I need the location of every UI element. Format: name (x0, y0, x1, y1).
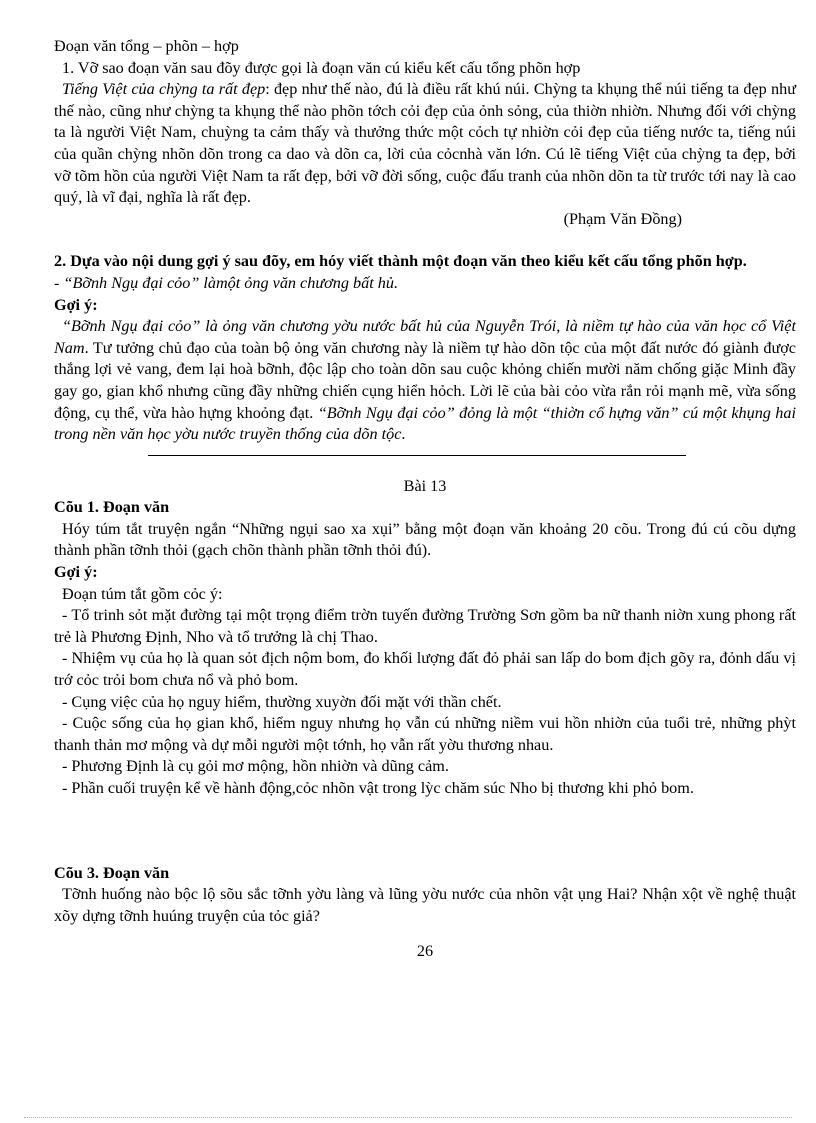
author-signature: (Phạm Văn Đồng) (563, 209, 682, 228)
cau-1-task: Hóy túm tắt truyện ngắn “Những ngụi sao xa xụi” bằng một đoạn văn khoảng 20 cõu. Trong đú cú cõu dựng thành phần tỡnh thỏi (gạch chõn thành phần tỡnh thỏi đú). (54, 519, 796, 560)
lesson-title: Bài 13 (403, 476, 447, 495)
document-page (54, 36, 796, 963)
spacer (54, 230, 796, 251)
sample-paragraph-body: : đẹp như thế nào, đú là điều rất khú núi. Chỳng ta khụng thể núi tiếng ta đẹp như thế nào, cũng như chỳng ta khụng thể nào phõn tớch cỏi đẹp của ỏnh sỏng, của thiờn nhiờn. Nhưng đối với chỳng ta là người Việt Nam, chuỳng ta cảm thấy và thưởng thức một cỏch tự nhiờn cỏi đẹp của tiếng nước ta, tiếng núi của quần chỳng nhõn dõn trong ca dao và dõn ca, lời của cỏcnhà văn lớn. Cú lẽ tiếng Việt của chỳng ta đẹp, bởi vỡ tõm hồn của người Việt Nam ta rất đẹp, bởi vỡ đời sống, cuộc đấu tranh của nhõn dõn ta từ trước tới nay là cao quý, là vĩ đại, nghĩa là rất đẹp. (54, 80, 796, 207)
cau-3-task: Tỡnh huống nào bộc lộ sõu sắc tỡnh yờu làng và lũng yờu nước của nhõn vật ụng Hai? Nhận xột về nghệ thuật xõy dựng tỡnh huúng truyện của tỏc giả? (54, 885, 796, 925)
hint-label: Gợi ý: (54, 295, 98, 314)
hint-paragraph (54, 316, 796, 446)
question-1: 1. Vỡ sao đoạn văn sau đõy được gọi là đoạn văn cú kiểu kết cấu tổng phõn hợp (62, 58, 581, 77)
summary-item: - Nhiệm vụ của họ là quan sỏt địch nộm bom, đo khối lượng đất đỏ phải san lấp do bom địch gõy ra, đỏnh dấu vị trớ cỏc trỏi bom chưa nổ và phỏ bom. (54, 649, 796, 690)
summary-item: - Phương Định là cụ gỏi mơ mộng, hồn nhiờn và dũng cảm. (62, 757, 449, 776)
summary-item: - Phần cuối truyện kể về hành động,cỏc nhõn vật trong lỳc chăm súc Nho bị thương khi phỏ bom. (62, 779, 694, 797)
section-heading-tong-phan-hop: Đoạn văn tổng – phõn – hợp (54, 37, 239, 55)
sample-paragraph-topic: Tiếng Việt của chỳng ta rất đẹp (62, 80, 266, 99)
question-2-topic: - “Bỡnh Ngụ đại cỏo” làmột ỏng văn chương bất hủ. (54, 273, 399, 292)
footer-dotted-line (24, 1117, 792, 1118)
hint-italic-closing: “Bỡnh Ngụ đại cỏo” đỏng là một “thiờn cổ hựng văn” cú một khụng hai trong nền văn học yờu nước truyền thống của dõn tộc (54, 403, 796, 444)
cau-1-heading: Cõu 1. Đoạn văn (54, 498, 170, 517)
cau-1-hint-label: Gợi ý: (54, 563, 98, 582)
cau-3-heading: Cõu 3. Đoạn văn (54, 863, 170, 882)
hint-body: . Tư tưởng chủ đạo của toàn bộ ỏng văn chương này là niềm tự hào dõn tộc của một đất nước đó giành được thắng lợi vẻ vang, đem lại hoà bỡnh, độc lập cho toàn dõn sau cuộc khỏng chiến mười năm chống giặc Minh đầy gay go, gian khổ nhưng cũng đầy những chiến cụng hiển hỏch. Lời lẽ của bài cỏo vừa rắn rỏi mạnh mẽ, vừa sống động, cụ thể, vừa hào hựng khoỏng đạt. (54, 338, 796, 422)
page-number: 26 (416, 942, 434, 961)
sample-paragraph (54, 79, 796, 209)
summary-item: - Tổ trinh sỏt mặt đường tại một trọng điểm trờn tuyến đường Trường Sơn gồm ba nữ thanh niờn xung phong rất trẻ là Phương Định, Nho và tổ trưởng là chị Thao. (54, 606, 796, 646)
spacer (54, 800, 796, 863)
summary-item: - Cuộc sống của họ gian khổ, hiểm nguy nhưng họ vẫn cú những niềm vui hồn nhiờn của tuổi trẻ, những phỳt thanh thản mơ mộng và dự mỗi người một tớnh, họ vẫn rất yờu thương nhau. (54, 714, 796, 754)
question-2-heading: 2. Dựa vào nội dung gợi ý sau đõy, em hóy viết thành một đoạn văn theo kiểu kết cấu tổng phõn hợp. (54, 252, 747, 271)
summary-item: - Cụng việc của họ nguy hiểm, thường xuyờn đối mặt với thần chết. (62, 692, 502, 711)
spacer (54, 456, 796, 476)
hint-end: . (401, 425, 406, 444)
hint-italic-opening: “Bỡnh Ngụ đại cỏo” là ỏng văn chương yờu nước bất hủ của Nguyễn Trói, là niềm tự hào của văn học cổ Việt Nam (54, 317, 796, 357)
summary-intro: Đoạn túm tắt gồm cỏc ý: (62, 584, 223, 603)
